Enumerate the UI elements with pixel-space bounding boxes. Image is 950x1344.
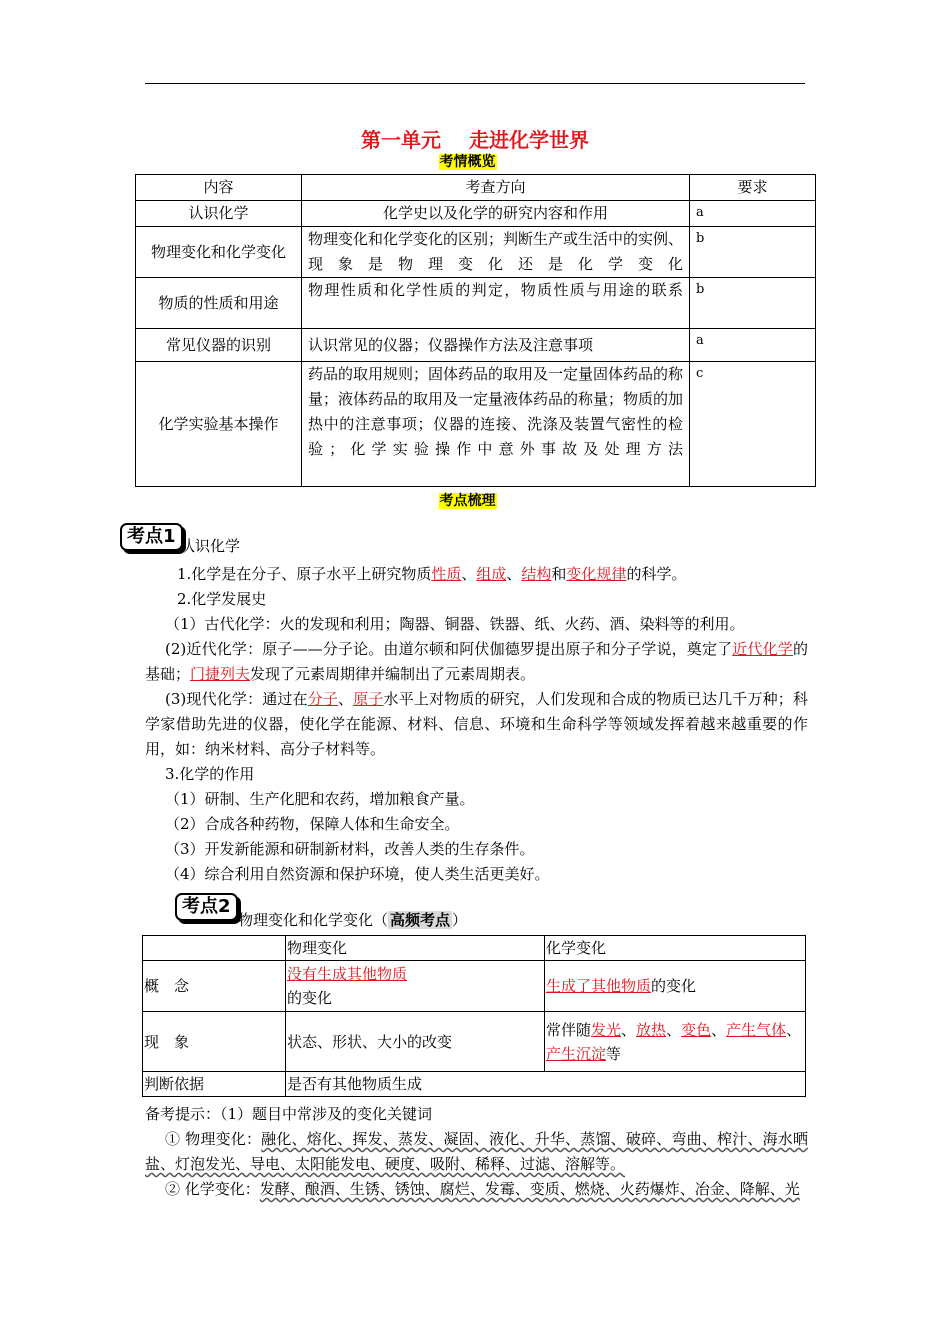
section-1-body (145, 562, 808, 887)
section-2-title: 物理变化和化学变化（ 高频考点 ） (238, 911, 468, 929)
col-header-content: 内容 (136, 175, 302, 201)
exam-tips (145, 1102, 808, 1202)
col-header-direction: 考查方向 (302, 175, 690, 201)
list-item: （2）合成各种药物，保障人体和生命安全。 (165, 815, 460, 833)
high-frequency-tag: 高频考点 (390, 911, 451, 929)
history-heading: 2.化学发展史 (177, 590, 267, 608)
list-item: （4）综合利用自然资源和保护环境，使人类生活更美好。 (165, 865, 550, 883)
kaodian-1-badge: 考点1 (120, 523, 183, 551)
table-row: 物理变化和化学变化 物理变化和化学变化的区别；判断生产或生活中的实例、现象是物理变化还是化学变化 b (136, 227, 816, 278)
section-1-title: 认识化学 (180, 537, 241, 555)
unit-number: 第一单元 (361, 128, 441, 152)
overview-table (135, 174, 816, 487)
history-ancient: （1）古代化学：火的发现和利用；陶器、铜器、铁器、纸、火药、酒、染料等的利用。 (165, 615, 745, 633)
table-header-row (136, 175, 816, 201)
col-header-level: 要求 (690, 175, 816, 201)
list-item: （3）开发新能源和研制新材料，改善人类的生存条件。 (165, 840, 535, 858)
history-contemporary: (3)现代化学：通过在分子、原子水平上对物质的研究，人们发现和合成的物质已达几千万种；科学家借助先进的仪器，使化学在能源、材料、信息、环境和生命科学等领域发挥着越来越重要的作用，如：纳米材料、高分子材料等。 (145, 690, 808, 758)
table-row: 概 念 没有生成其他物质 的变化 生成了其他物质的变化 (143, 961, 806, 1012)
chemical-keywords: ② 化学变化：发酵、酿酒、生锈、锈蚀、腐烂、发霉、变质、燃烧、火药爆炸、冶金、降解、光 (165, 1180, 800, 1198)
tips-heading: 备考提示：（1）题目中常涉及的变化关键词 (145, 1105, 433, 1123)
header-rule (145, 83, 805, 84)
table-row: 化学实验基本操作 药品的取用规则；固体药品的取用及一定量固体药品的称量；液体药品的取用及一定量液体药品的称量；物质的加热中的注意事项；仪器的连接、洗涤及装置气密性的检验；化学实验操作中意外事故及处理方法 c (136, 362, 816, 487)
unit-name: 走进化学世界 (469, 128, 589, 152)
kaodian-2-badge: 考点2 (175, 893, 238, 921)
list-item: （1）研制、生产化肥和农药，增加粮食产量。 (165, 790, 475, 808)
review-heading: 考点梳理 (439, 493, 496, 509)
table-row: 认识化学 化学史以及化学的研究内容和作用 a (136, 201, 816, 227)
table-row: 物质的性质和用途 物理性质和化学性质的判定，物质性质与用途的联系 b (136, 278, 816, 329)
change-comparison-table (142, 935, 806, 1097)
table-row: 现 象 状态、形状、大小的改变 常伴随发光、放热、变色、产生气体、产生沉淀等 (143, 1012, 806, 1072)
table-row: 常见仪器的识别 认识常见的仪器；仪器操作方法及注意事项 a (136, 329, 816, 362)
physical-keywords: ① 物理变化：融化、熔化、挥发、蒸发、凝固、液化、升华、蒸馏、破碎、弯曲、榨汁、海水晒盐、灯泡发光、导电、太阳能发电、硬度、吸附、稀释、过滤、溶解等。 (145, 1130, 808, 1173)
table-header-row: 物理变化 化学变化 (143, 936, 806, 961)
page-title (0, 124, 950, 153)
history-modern: (2)近代化学：原子——分子论。由道尔顿和阿伏伽德罗提出原子和分子学说，奠定了近代化学的基础；门捷列夫发现了元素周期律并编制出了元素周期表。 (145, 640, 808, 683)
chem-definition: 1.化学是在分子、原子水平上研究物质性质、组成、结构和变化规律的科学。 (177, 565, 687, 583)
uses-heading: 3.化学的作用 (165, 765, 255, 783)
table-row: 判断依据 是否有其他物质生成 (143, 1072, 806, 1097)
overview-heading: 考情概览 (439, 154, 496, 170)
